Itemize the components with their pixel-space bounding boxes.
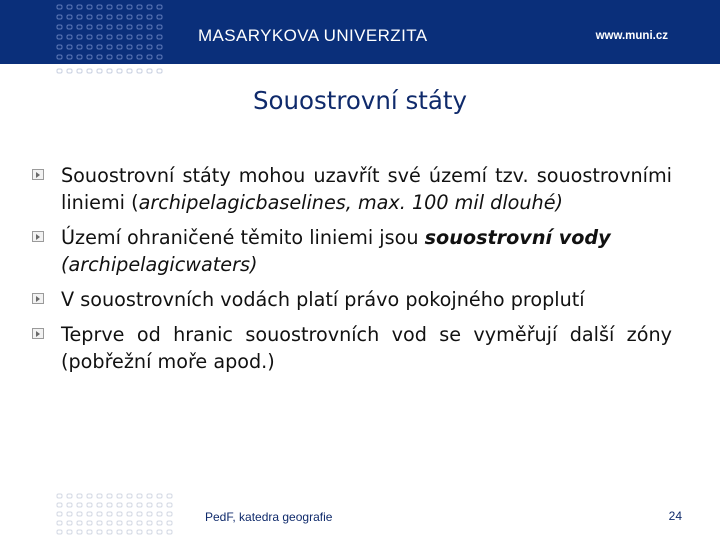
university-name: MASARYKOVA UNIVERZITA [198, 26, 428, 45]
bullet-2-italic: (archipelagicwaters) [61, 253, 258, 276]
website-link[interactable]: www.muni.cz [595, 30, 668, 42]
bullet-2-bold-italic: souostrovní vody [424, 226, 611, 249]
bullet-3-text: V souostrovních vodách platí právo pokojného proplutí [61, 288, 585, 311]
footer-department: PedF, katedra geografie [205, 510, 333, 524]
dot-pattern-decoration [56, 4, 168, 64]
bullet-2-text: Území ohraničené těmito liniemi jsou [61, 226, 425, 249]
bullet-arrow-icon [32, 293, 44, 304]
bullet-arrow-icon [32, 231, 44, 242]
dot-pattern-decoration-bottom [56, 492, 182, 540]
bullet-item-1 [32, 162, 672, 216]
bullet-item-3 [32, 286, 672, 313]
bullet-arrow-icon [32, 169, 44, 180]
bullet-1-italic: archipelagicbaselines, max. 100 mil dlouhé) [138, 191, 563, 214]
header-banner [0, 0, 720, 64]
bullet-1-text: Souostrovní státy mohou uzavřít své území tzv. souostrovními liniemi ( [61, 164, 672, 214]
bullet-item-2 [32, 224, 672, 278]
dot-pattern-decoration-lower [56, 64, 168, 80]
bullet-item-4 [32, 321, 672, 375]
bullet-arrow-icon [32, 328, 44, 339]
bullet-4-text: Teprve od hranic souostrovních vod se vyměřují další zóny (pobřežní moře apod.) [61, 323, 672, 373]
bullet-list [32, 162, 672, 383]
page-number: 24 [668, 509, 682, 523]
slide-title: Souostrovní státy [252, 86, 468, 115]
